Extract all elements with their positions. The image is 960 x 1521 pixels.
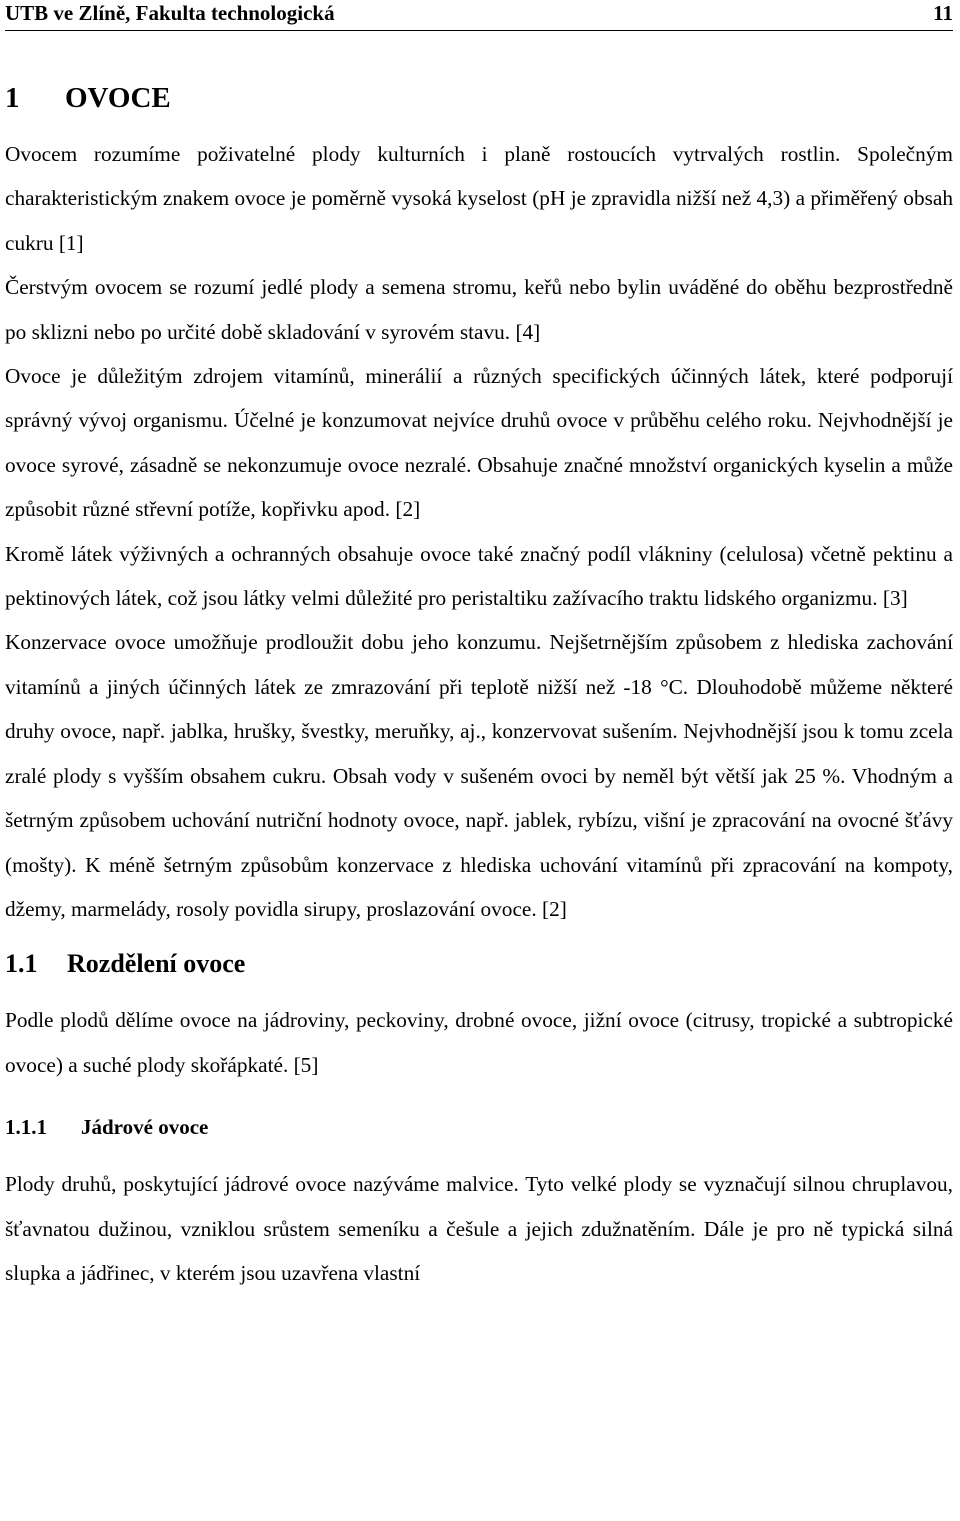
section-heading-1-1-1	[5, 1112, 953, 1142]
paragraph: Ovocem rozumíme poživatelné plody kulturních i planě rostoucích vytrvalých rostlin. Společným charakteristickým znakem ovoce je poměrně vysoká kyselost (pH je zpravidla nižší než 4,3) a přiměřený obsah cukru [1]	[5, 142, 953, 255]
section-number: 1.1	[5, 949, 38, 979]
paragraph: Kromě látek výživných a ochranných obsahuje ovoce také značný podíl vlákniny (celulosa) včetně pektinu a pektinových látek, což jsou látky velmi důležité pro peristaltiku zažívacího traktu lidského organizmu. [3]	[5, 541, 953, 611]
section-heading-1-1	[5, 946, 953, 982]
paragraph: Plody druhů, poskytující jádrové ovoce nazýváme malvice. Tyto velké plody se vyznačují silnou chruplavou, šťavnatou dužinou, vzniklou srůstem semeníku a češule a jejich zdužnatěním. Dále je pro ně typická silná slupka a jádřinec, v kterém jsou uzavřena vlastní	[5, 1172, 953, 1285]
running-header	[5, 0, 953, 31]
paragraph: Čerstvým ovocem se rozumí jedlé plody a semena stromu, keřů nebo bylin uváděné do oběhu bezprostředně po sklizni nebo po určité době skladování v syrovém stavu. [4]	[5, 275, 953, 344]
section-title: OVOCE	[65, 82, 171, 114]
section-number: 1	[5, 82, 20, 114]
section-heading-1	[5, 80, 953, 116]
section-title: Jádrové ovoce	[81, 1115, 209, 1140]
section-title: Rozdělení ovoce	[67, 949, 246, 979]
document-page	[5, 0, 953, 1295]
paragraph: Konzervace ovoce umožňuje prodloužit dobu jeho konzumu. Nejšetrnějším způsobem z hlediska zachování vitamínů a jiných účinných látek ze zmrazování při teplotě nižší než -18 °C. Dlouhodobě můžeme některé druhy ovoce, např. jablka, hrušky, švestky, meruňky, aj., konzervovat sušením. Nejvhodnější jsou k tomu zcela zralé plody s vyšším obsahem cukru. Obsah vody v sušeném ovoci by neměl být větší jak 25 %. Vhodným a šetrným způsobem uchování nutriční hodnoty ovoce, např. jablek, rybízu, višní je zpracování na ovocné šťávy (mošty). K méně šetrným způsobům konzervace z hlediska uchování vitamínů při zpracování na kompoty, džemy, marmelády, rosoly povidla sirupy, proslazování ovoce. [2]	[5, 630, 953, 921]
paragraph: Ovoce je důležitým zdrojem vitamínů, minerálií a různých specifických účinných látek, které podporují správný vývoj organismu. Účelné je konzumovat nejvíce druhů ovoce v průběhu celého roku. Nejvhodnější je ovoce syrové, zásadně se nekonzumuje ovoce nezralé. Obsahuje značné množství organických kyselin a může způsobit různé střevní potíže, kopřivku apod. [2]	[5, 364, 953, 522]
section-number: 1.1.1	[5, 1115, 47, 1140]
paragraph: Podle plodů dělíme ovoce na jádroviny, peckoviny, drobné ovoce, jižní ovoce (citrusy, tropické a subtropické ovoce) a suché plody skořápkaté. [5]	[5, 1008, 953, 1077]
header-institution: UTB ve Zlíně, Fakulta technologická	[5, 1, 335, 25]
header-page-number: 11	[933, 1, 953, 25]
